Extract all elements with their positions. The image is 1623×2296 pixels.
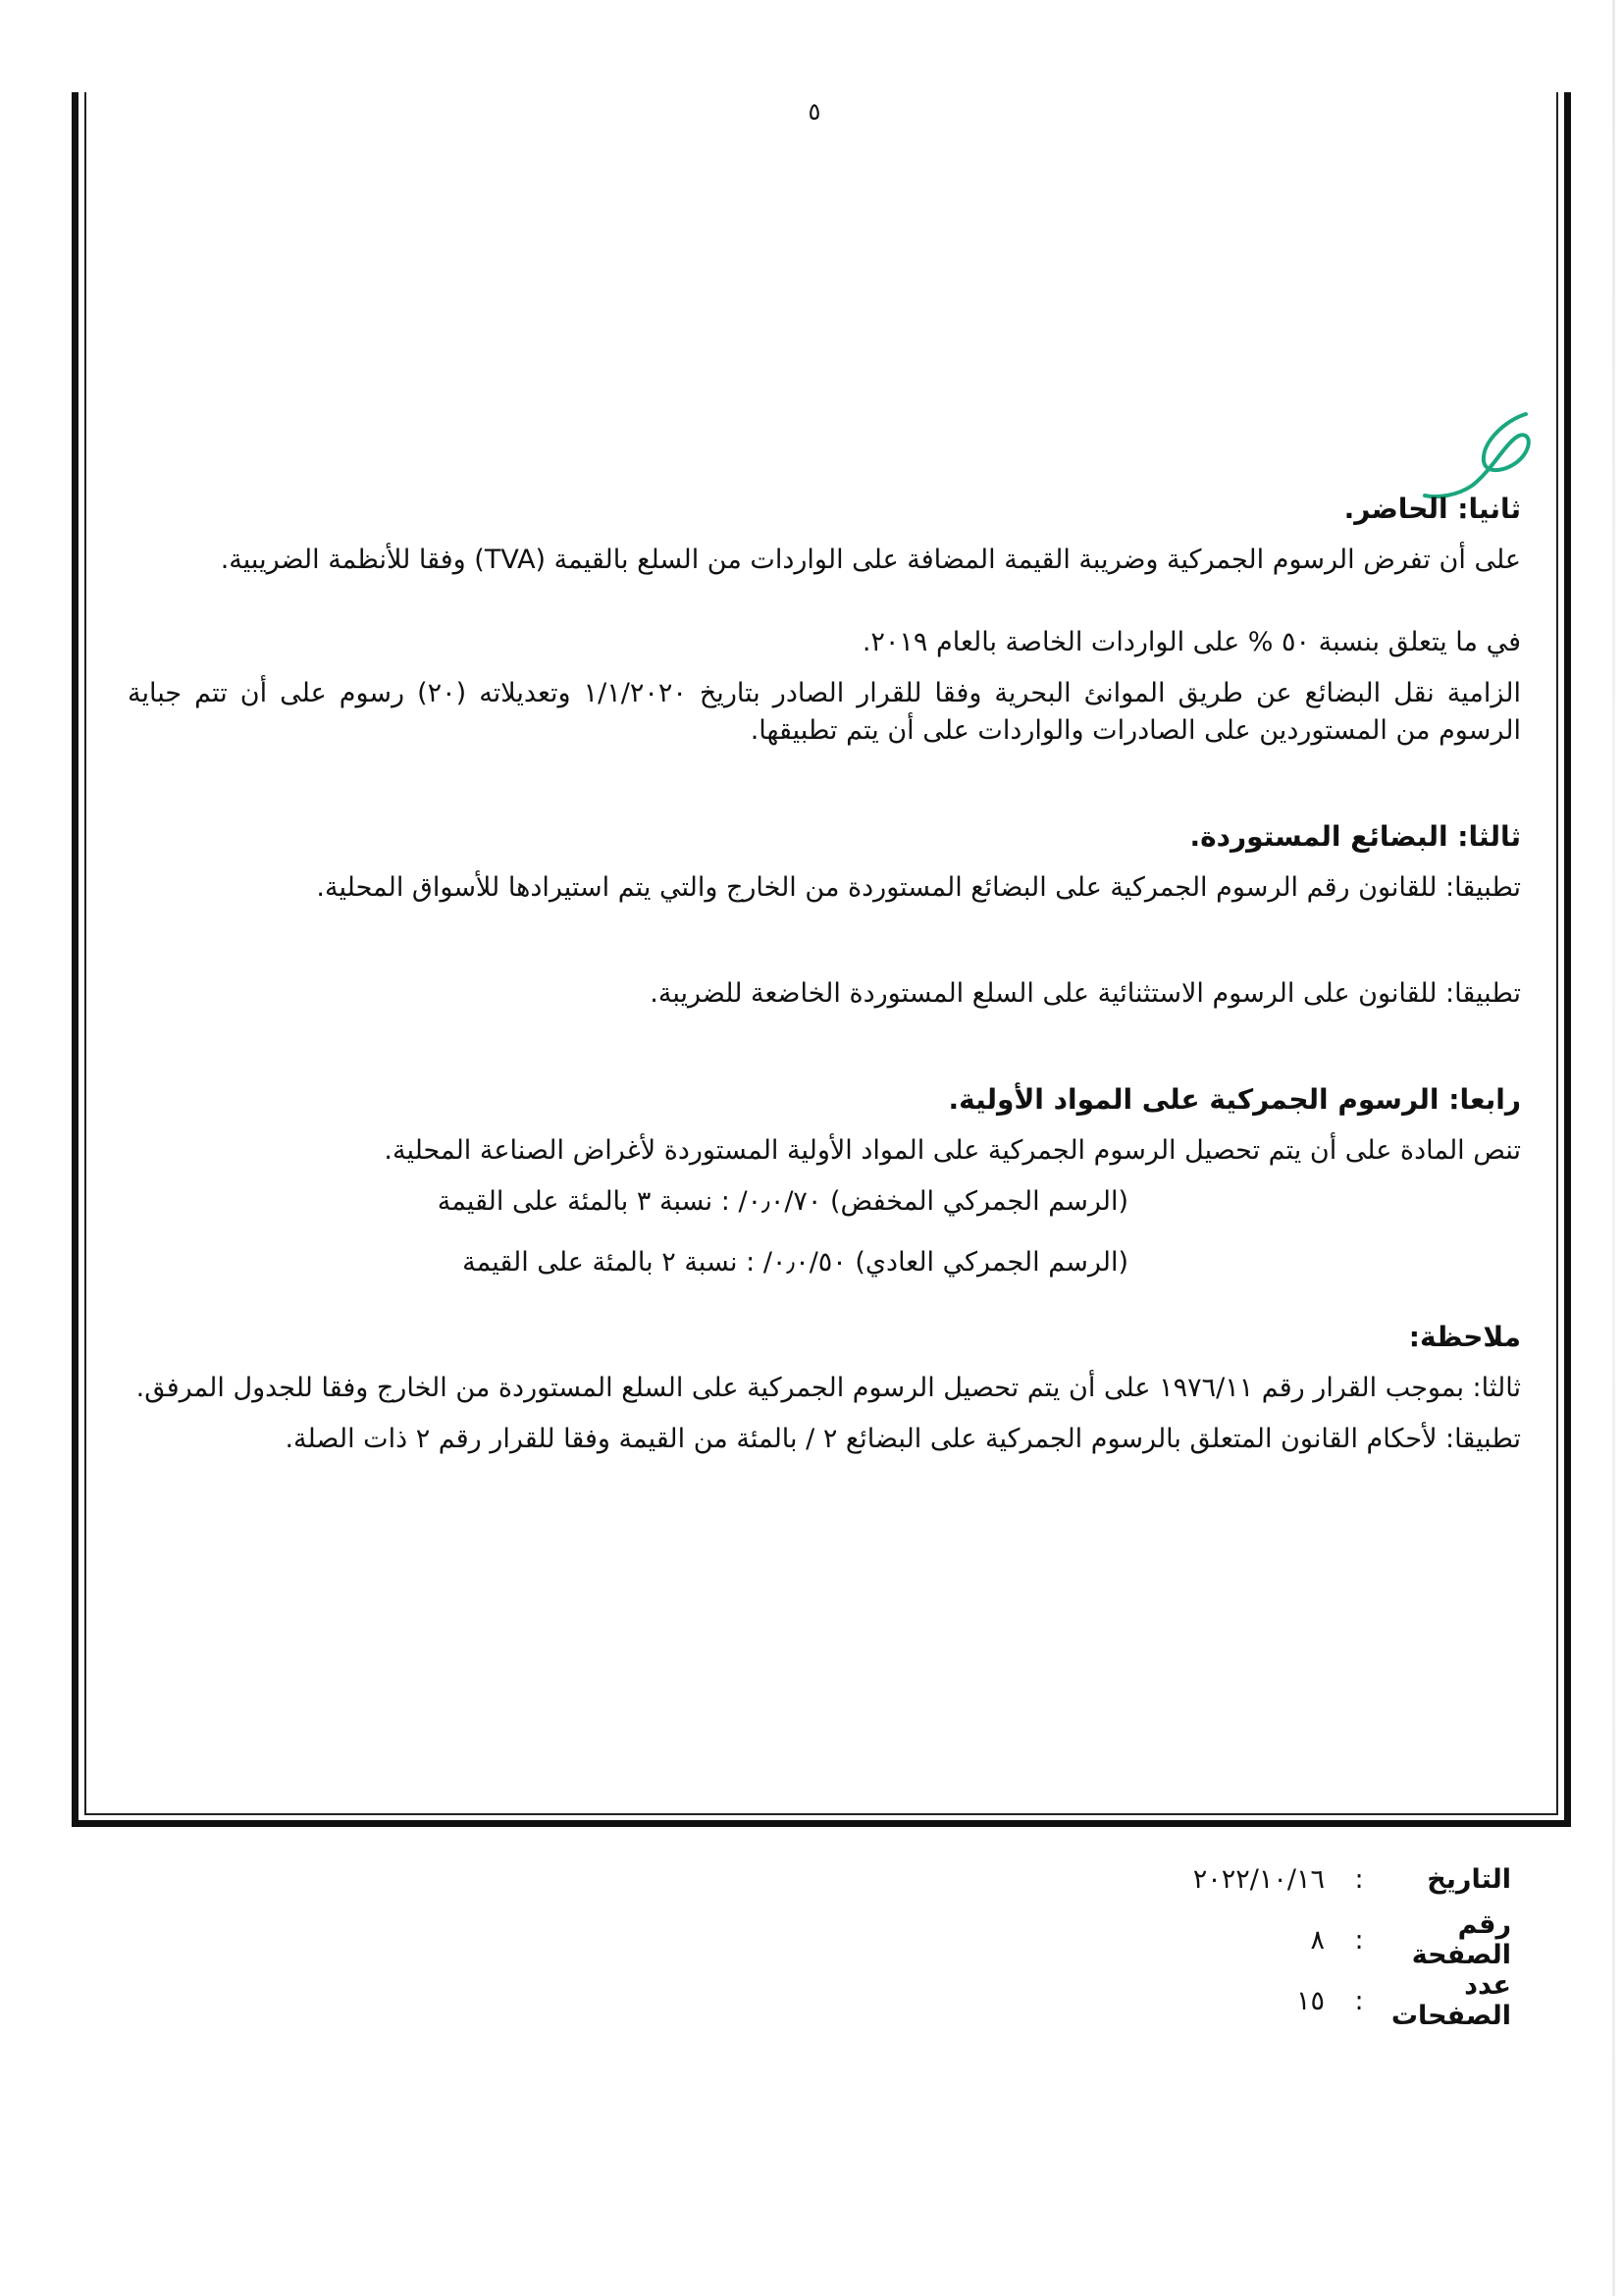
list-item xyxy=(128,1244,1128,1281)
paragraph-raw-materials: تنص المادة على أن يتم تحصيل الرسوم الجمركية على المواد الأولية المستوردة لأغراض الصناعة المحلية. xyxy=(384,1135,1521,1166)
paragraph-ports: الزامية نقل البضائع عن طريق الموانئ البحرية وفقا للقرار الصادر بتاريخ ١/١/٢٠٢٠ وتعديلاته (٢٠) رسوم على أن تتم جباية الرسوم من المستوردين على الصادرات والواردات على أن يتم تطبيقها. xyxy=(128,678,1521,746)
list-item xyxy=(128,1183,1128,1221)
footer-page-row xyxy=(1050,1909,1511,1970)
paragraph-import-law: تطبيقا: للقانون رقم الرسوم الجمركية على البضائع المستوردة من الخارج والتي يتم استيرادها للأسواق المحلية. xyxy=(316,872,1521,903)
footer-colon: : xyxy=(1354,1985,1364,2016)
list-item-text: (الرسم الجمركي العادي) ٠٫٠/٥٠/ : نسبة ٢ بالمئة على القيمة xyxy=(462,1247,1128,1278)
paragraph-percentage: في ما يتعلق بنسبة ٥٠ % على الواردات الخاصة بالعام ٢٠١٩. xyxy=(862,627,1521,657)
scan-edge-shadow xyxy=(1612,0,1615,2296)
document-footer xyxy=(1050,1849,1511,2031)
paragraph-exceptional-fees: تطبيقا: للقانون على الرسوم الاستثنائية على السلع المستوردة الخاضعة للضريبة. xyxy=(650,978,1521,1009)
section-heading-imports: ثالثا: البضائع المستوردة. xyxy=(1189,820,1521,853)
section-heading-raw-materials: رابعا: الرسوم الجمركية على المواد الأولية. xyxy=(948,1083,1521,1116)
footer-page-label: رقم الصفحة xyxy=(1411,1909,1511,1970)
footer-date-row xyxy=(1050,1849,1511,1909)
document-body xyxy=(128,491,1521,1458)
notes-heading: ملاحظة: xyxy=(1408,1321,1521,1353)
footer-colon: : xyxy=(1354,1863,1364,1895)
footer-total-row xyxy=(1050,1970,1511,2031)
paragraph-notes-2: تطبيقا: لأحكام القانون المتعلق بالرسوم الجمركية على البضائع ٢ / بالمئة من القيمة وفقا للقرار رقم ٢ ذات الصلة. xyxy=(285,1424,1521,1454)
list-item-text: (الرسم الجمركي المخفض) ٠٫٠/٧٠/ : نسبة ٣ بالمئة على القيمة xyxy=(437,1186,1128,1217)
rates-list xyxy=(128,1183,1521,1281)
footer-total-value: ١٥ xyxy=(1295,1985,1325,2016)
paragraph-vat: على أن تفرض الرسوم الجمركية وضريبة القيمة المضافة على الواردات من السلع بالقيمة (TVA) وفقا للأنظمة الضريبية. xyxy=(220,545,1521,575)
section-heading-present: ثانيا: الحاضر. xyxy=(1343,493,1521,525)
footer-date-label: التاريخ xyxy=(1427,1863,1511,1895)
paragraph-notes-1: ثالثا: بموجب القرار رقم ١٩٧٦/١١ على أن يتم تحصيل الرسوم الجمركية على السلع المستوردة من الخارج وفقا للجدول المرفق. xyxy=(135,1373,1521,1403)
footer-page-value: ٨ xyxy=(1310,1924,1325,1956)
footer-total-label: عدد الصفحات xyxy=(1390,1970,1511,2031)
page-number: ٥ xyxy=(808,98,821,126)
footer-date-value: ٢٠٢٢/١٠/١٦ xyxy=(1192,1863,1325,1895)
footer-colon: : xyxy=(1354,1924,1364,1956)
